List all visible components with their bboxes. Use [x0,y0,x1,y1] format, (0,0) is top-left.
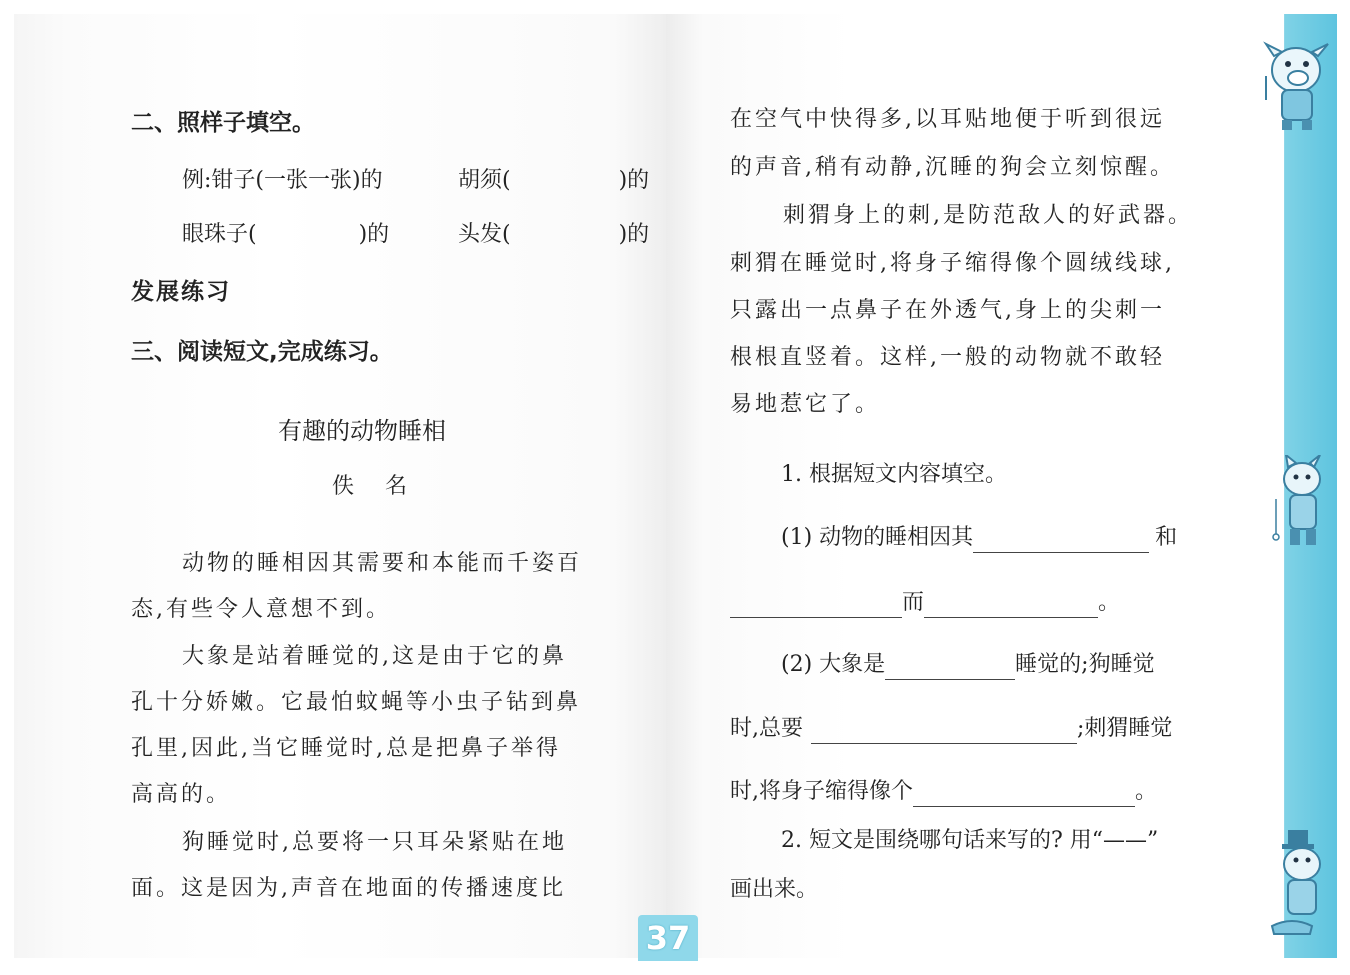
passage-line: 态,有些令人意想不到。 [131,597,391,622]
passage-line: 的声音,稍有动静,沉睡的狗会立刻惊醒。 [730,155,1175,180]
exercise-1-heading: 1. 根据短文内容填空。 [781,462,1007,487]
passage-line: 狗睡觉时,总要将一只耳朵紧贴在地 [182,830,567,855]
exercise-1-2-line1: (2) 大象是 睡觉的;狗睡觉 [781,650,1155,680]
exercise-2-line2: 画出来。 [730,877,819,902]
blank-field[interactable] [973,526,1149,553]
passage-title: 有趣的动物睡相 [278,417,446,445]
q2-item-huxu: 胡须( )的 [458,168,650,193]
passage-line: 只露出一点鼻子在外透气,身上的尖刺一 [730,298,1165,323]
q2-item-toufa: 头发( )的 [458,222,650,247]
passage-line: 孔十分娇嫩。它最怕蚊蝇等小虫子钻到鼻 [131,690,582,715]
passage-line: 面。这是因为,声音在地面的传播速度比 [131,876,566,901]
passage-line: 刺猬在睡觉时,将身子缩得像个圆绒线球, [730,251,1175,276]
dog-mascot-icon [1262,830,1338,940]
q2-example: 例:钳子(一张一张)的 [182,168,383,193]
exercise-1-1-line1: (1) 动物的睡相因其 和 [781,523,1177,553]
passage-line: 动物的睡相因其需要和本能而千姿百 [182,551,583,576]
q2-item-yanzhuzi: 眼珠子( )的 [182,222,390,247]
q2-heading: 二、照样子填空。 [131,110,315,136]
passage-line: 在空气中快得多,以耳贴地便于听到很远 [730,107,1165,132]
cat-mascot-icon [1262,455,1334,555]
exercise-2-line1: 2. 短文是围绕哪句话来写的? 用“——” [781,828,1159,853]
blank-field[interactable] [924,591,1098,618]
blank-field[interactable] [730,591,902,618]
passage-line: 刺猬身上的刺,是防范敌人的好武器。 [783,203,1193,228]
section-title: 发展练习 [131,279,231,305]
exercise-1-2-line3: 时,将身子缩得像个 。 [730,777,1157,807]
blank-field[interactable] [913,780,1135,807]
blank-field[interactable] [885,653,1015,680]
q3-heading: 三、阅读短文,完成练习。 [131,339,393,365]
exercise-1-2-line2: 时,总要 ;刺猬睡觉 [730,714,1172,744]
passage-line: 高高的。 [131,782,232,807]
pig-mascot-icon [1252,40,1340,135]
passage-line: 根根直竖着。这样,一般的动物就不敢轻 [730,345,1165,370]
blank-field[interactable] [811,717,1077,744]
passage-author: 佚 名 [332,474,419,499]
exercise-1-1-line2: 而 。 [730,588,1120,618]
passage-line: 易地惹它了。 [730,392,881,417]
passage-line: 孔里,因此,当它睡觉时,总是把鼻子举得 [131,736,561,761]
page-number: 37 [638,915,698,961]
passage-line: 大象是站着睡觉的,这是由于它的鼻 [182,644,567,669]
